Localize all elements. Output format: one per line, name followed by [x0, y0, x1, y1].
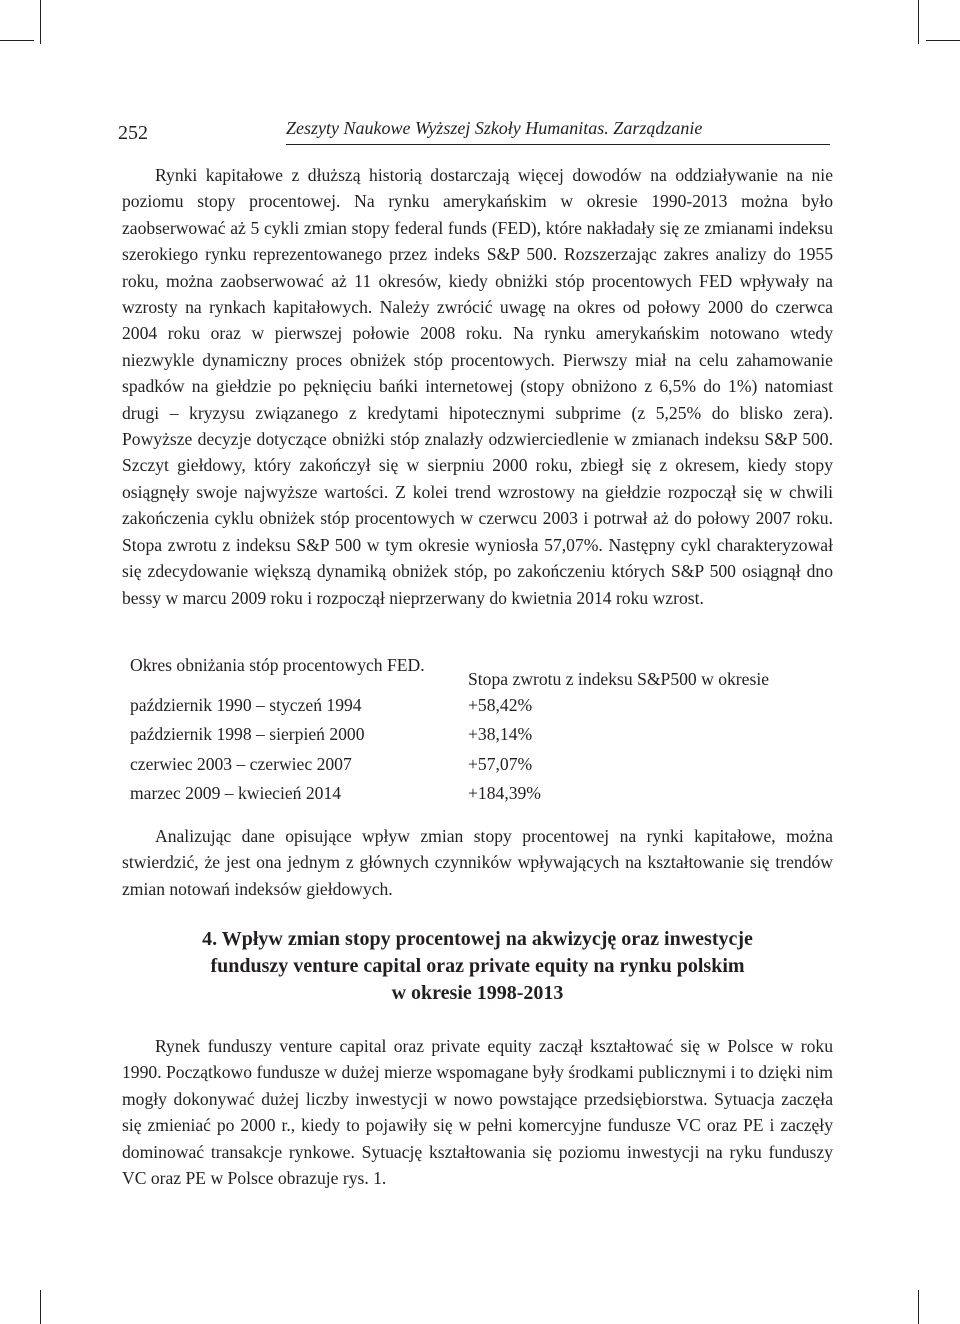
- journal-title: Zeszyty Naukowe Wyższej Szkoły Humanitas. Zarządzanie: [286, 118, 703, 138]
- table-cell-return: +57,07%: [468, 753, 533, 774]
- table-cell-return: +38,14%: [468, 724, 533, 745]
- crop-mark-top-left-h: [0, 40, 34, 41]
- table-cell-period: marzec 2009 – kwiecień 2014: [130, 783, 342, 804]
- table-cell-return: +58,42%: [468, 695, 533, 715]
- table-row: [130, 780, 830, 809]
- table-cell-period: październik 1990 – styczeń 1994: [130, 695, 362, 715]
- crop-mark-top-right: [918, 0, 919, 44]
- rate-cut-table: [130, 652, 830, 810]
- table-header-return: Stopa zwrotu z indeksu S&P500 w okresie: [468, 669, 770, 689]
- section-heading-line-3: w okresie 1998-2013: [391, 982, 564, 1004]
- crop-mark-bottom-left: [40, 1290, 41, 1324]
- section-heading-line-1: 4. Wpływ zmian stopy procentowej na akwizycję oraz inwestycje: [202, 928, 753, 950]
- body-paragraph-1: [122, 162, 833, 611]
- crop-mark-bottom-right: [918, 1290, 919, 1324]
- table-row: [130, 751, 830, 780]
- running-header: [118, 114, 830, 148]
- paragraph-text: Rynki kapitałowe z dłuższą historią dostarczają więcej dowodów na oddziaływanie na nie poziomu stopy procentowej. Na rynku amerykańskim w okresie 1990-2013 można było zaobserwować aż 5 cykli zmian stopy federal funds (FED), które nakładały się ze zmianami indeksu szerokiego rynku reprezentowanego przez indeks S&P 500. Rozszerzając zakres analizy do 1955 roku, można zaobserwować aż 11 okresów, kiedy obniżki stóp procentowych FED wpływały na wzrosty na rynkach kapitałowych. Należy zwrócić uwagę na okres od połowy 2000 do czerwca 2004 roku oraz w pierwszej połowie 2008 roku. Na rynku amerykańskim notowano wtedy niezwykle dynamiczny proces obniżek stóp procentowych. Pierwszy miał na celu zahamowanie spadków na giełdzie po pęknięciu bańki internetowej (stopy obniżono z 6,5% do 1%) natomiast drugi – kryzysu związanego z kredytami hipotecznymi subprime (z 5,25% do blisko zera). Powyższe decyzje dotyczące obniżki stóp znalazły odzwierciedlenie w zmianach indeksu S&P 500. Szczyt giełdowy, który zakończył się w sierpniu 2000 roku, zbiegł się z okresem, kiedy stopy osiągnęły swoje najwyższe wartości. Z kolei trend wzrostowy na giełdzie rozpoczął się w chwili zakończenia cyklu obniżek stóp procentowych w czerwcu 2003 i potrwał aż do połowy 2007 roku. Stopa zwrotu z indeksu S&P 500 w tym okresie wyniosła 57,07%. Następny cykl charakteryzował się zdecydowanie większą dynamiką obniżek stóp, po zakończeniu których S&P 500 osiągnął dno bessy w marcu 2009 roku i rozpoczął nieprzerwany do kwietnia 2014 roku wzrost.: [122, 165, 833, 608]
- table-row: [130, 721, 830, 750]
- section-heading-line-2: funduszy venture capital oraz private equity na rynku polskim: [210, 955, 745, 977]
- header-rule: [286, 144, 830, 145]
- table-cell-return: +184,39%: [468, 783, 541, 804]
- paragraph-text: Rynek funduszy venture capital oraz private equity zaczął kształtować się w Polsce w roku 1990. Początkowo fundusze w dużej mierze wspomagane były środkami publicznymi i to dzięki nim mogły dokonywać dużej liczby inwestycji w nowo powstające przedsiębiorstwa. Sytuacja zaczęła się zmieniać po 2000 r., kiedy to pojawiły się w pełni komercyjne fundusze VC oraz PE i zaczęły dominować transakcje rynkowe. Sytuację kształtowania się poziomu inwestycji na ryku funduszy VC oraz PE w Polsce obrazuje rys. 1.: [122, 1036, 833, 1189]
- table-header-period: Okres obniżania stóp procentowych FED.: [130, 655, 425, 675]
- table-cell-period: październik 1998 – sierpień 2000: [130, 724, 365, 745]
- body-paragraph-2: [122, 823, 833, 902]
- paragraph-text: Analizując dane opisujące wpływ zmian stopy procentowej na rynki kapitałowe, można stwierdzić, że jest ona jednym z głównych czynników wpływających na kształtowanie się trendów zmian notowań indeksów giełdowych.: [122, 826, 833, 899]
- section-heading: [122, 926, 833, 1007]
- table-header-row: [130, 652, 830, 692]
- table-cell-period: czerwiec 2003 – czerwiec 2007: [130, 753, 352, 774]
- crop-mark-top-left: [40, 0, 41, 44]
- body-paragraph-3: [122, 1033, 833, 1191]
- table-row: [130, 692, 830, 721]
- page-number: 252: [118, 122, 148, 144]
- crop-mark-top-right-h: [926, 40, 960, 41]
